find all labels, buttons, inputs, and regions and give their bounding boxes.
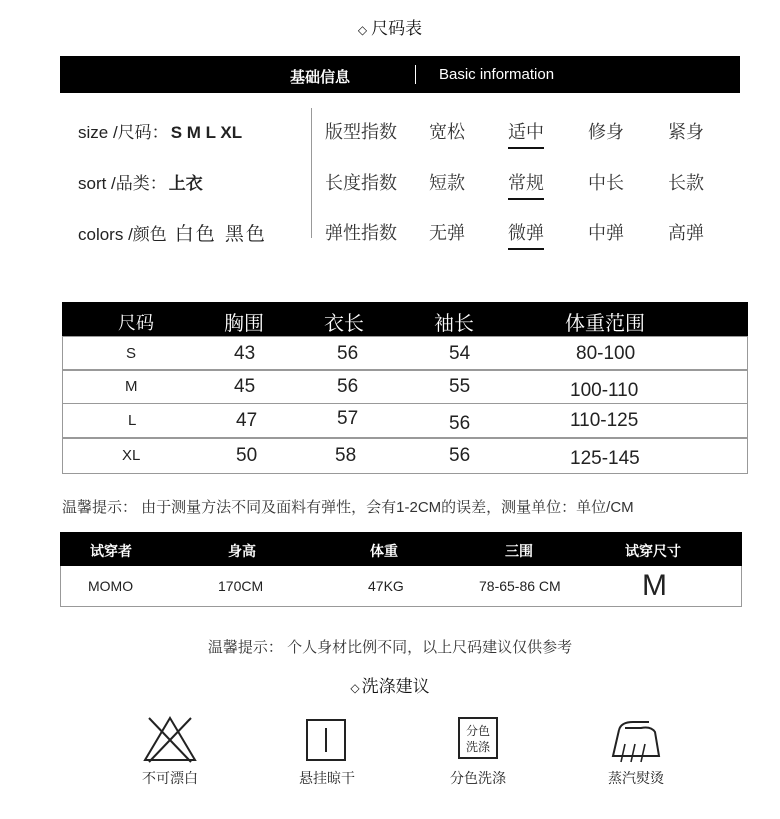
index-option-selected: 微弹	[508, 219, 544, 250]
index-label: 版型指数	[325, 122, 397, 142]
care-item-steam-iron	[576, 714, 696, 788]
care-item-hang-dry	[267, 714, 387, 788]
cell-chest: 43	[234, 343, 256, 364]
header-weight: 体重范围	[565, 313, 645, 335]
steam-iron-icon	[605, 714, 667, 764]
basic-info-en: Basic information	[439, 66, 555, 83]
size-table-header	[62, 302, 748, 336]
cell-size: S	[126, 345, 137, 362]
header-chest: 胸围	[224, 313, 264, 335]
cell-weight: 47KG	[368, 578, 404, 594]
index-option: 短款	[429, 173, 465, 193]
basic-info-cn: 基础信息	[290, 69, 351, 86]
wash-title	[0, 672, 780, 697]
page-title-text: 尺码表	[371, 19, 423, 38]
cell-length: 56	[337, 343, 359, 364]
index-label: 长度指数	[325, 173, 397, 193]
hang-dry-icon	[296, 714, 358, 764]
index-option: 宽松	[429, 122, 465, 142]
no-bleach-icon	[139, 714, 201, 764]
cell-model: MOMO	[88, 578, 134, 594]
cell-measurements: 78-65-86 CM	[479, 578, 561, 594]
index-option: 中长	[588, 173, 624, 193]
size-value: S M L XL	[170, 123, 243, 142]
cell-size: M	[125, 378, 138, 395]
try-on-row	[60, 566, 742, 607]
sort-info	[78, 169, 203, 194]
size-label: size /尺码：	[78, 123, 169, 142]
care-label: 不可漂白	[142, 770, 198, 786]
cell-weight: 80-100	[576, 343, 636, 364]
cell-chest: 50	[236, 445, 258, 466]
cell-size: L	[128, 412, 137, 429]
index-option: 高弹	[668, 223, 704, 243]
cell-weight: 125-145	[570, 448, 640, 469]
fit-tip: 温馨提示： 个人身材比例不同，以上尺码建议仅供参考	[207, 639, 573, 656]
bar-divider	[415, 65, 416, 84]
header-weight: 体重	[370, 543, 398, 559]
measurement-tip: 温馨提示： 由于测量方法不同及面料有弹性，会有1-2CM的误差，测量单位：单位/CM	[62, 499, 634, 516]
header-size: 尺码	[118, 313, 154, 333]
cell-try-size: M	[642, 569, 667, 602]
cell-weight: 110-125	[570, 410, 639, 431]
index-option: 长款	[668, 173, 704, 193]
index-option-selected: 常规	[508, 169, 544, 200]
header-height: 身高	[228, 543, 256, 559]
cell-weight: 100-110	[570, 380, 639, 401]
care-label: 悬挂晾干	[299, 770, 355, 786]
sort-value: 上衣	[168, 174, 203, 193]
diamond-icon: ◇	[357, 23, 368, 37]
page-title	[0, 14, 780, 39]
wash-title-text: 洗涤建议	[361, 677, 430, 696]
index-option: 中弹	[588, 223, 624, 243]
index-option-selected: 适中	[508, 118, 544, 149]
size-info	[78, 118, 242, 143]
cell-sleeve: 56	[449, 413, 471, 434]
index-option: 修身	[588, 122, 624, 142]
care-item-wash-separately	[418, 714, 538, 788]
sort-label: sort /品类：	[78, 174, 167, 193]
cell-height: 170CM	[218, 578, 264, 594]
care-label: 分色洗涤	[450, 770, 506, 786]
table-row	[62, 403, 748, 438]
cell-length: 58	[335, 445, 357, 466]
try-on-table-header	[60, 532, 742, 566]
header-measurements: 三围	[505, 543, 533, 559]
index-option: 无弹	[429, 223, 465, 243]
colors-info	[78, 219, 267, 246]
cell-length: 56	[337, 376, 359, 397]
table-row	[62, 369, 748, 404]
cell-chest: 47	[236, 410, 258, 431]
icon-text: 洗涤	[465, 740, 491, 754]
cell-length: 57	[337, 408, 359, 429]
cell-sleeve: 55	[449, 376, 471, 397]
index-option: 紧身	[668, 122, 704, 142]
care-item-no-bleach	[110, 714, 230, 788]
cell-chest: 45	[234, 376, 256, 397]
index-label: 弹性指数	[325, 223, 397, 243]
wash-separately-icon	[447, 714, 509, 764]
cell-sleeve: 54	[449, 343, 471, 364]
info-divider	[311, 108, 312, 238]
colors-value: 白色 黑色	[174, 223, 267, 245]
table-row	[62, 336, 748, 371]
cell-sleeve: 56	[449, 445, 471, 466]
cell-size: XL	[122, 447, 141, 464]
header-length: 衣长	[324, 313, 364, 335]
header-sleeve: 袖长	[434, 313, 474, 335]
diamond-icon: ◇	[350, 681, 360, 695]
icon-text: 分色	[465, 724, 491, 738]
care-label: 蒸汽熨烫	[608, 770, 664, 786]
table-row	[62, 438, 748, 474]
header-try-size: 试穿尺寸	[625, 543, 681, 559]
header-model: 试穿者	[90, 543, 132, 559]
basic-info-bar	[60, 56, 740, 93]
colors-label: colors /颜色	[78, 225, 167, 244]
